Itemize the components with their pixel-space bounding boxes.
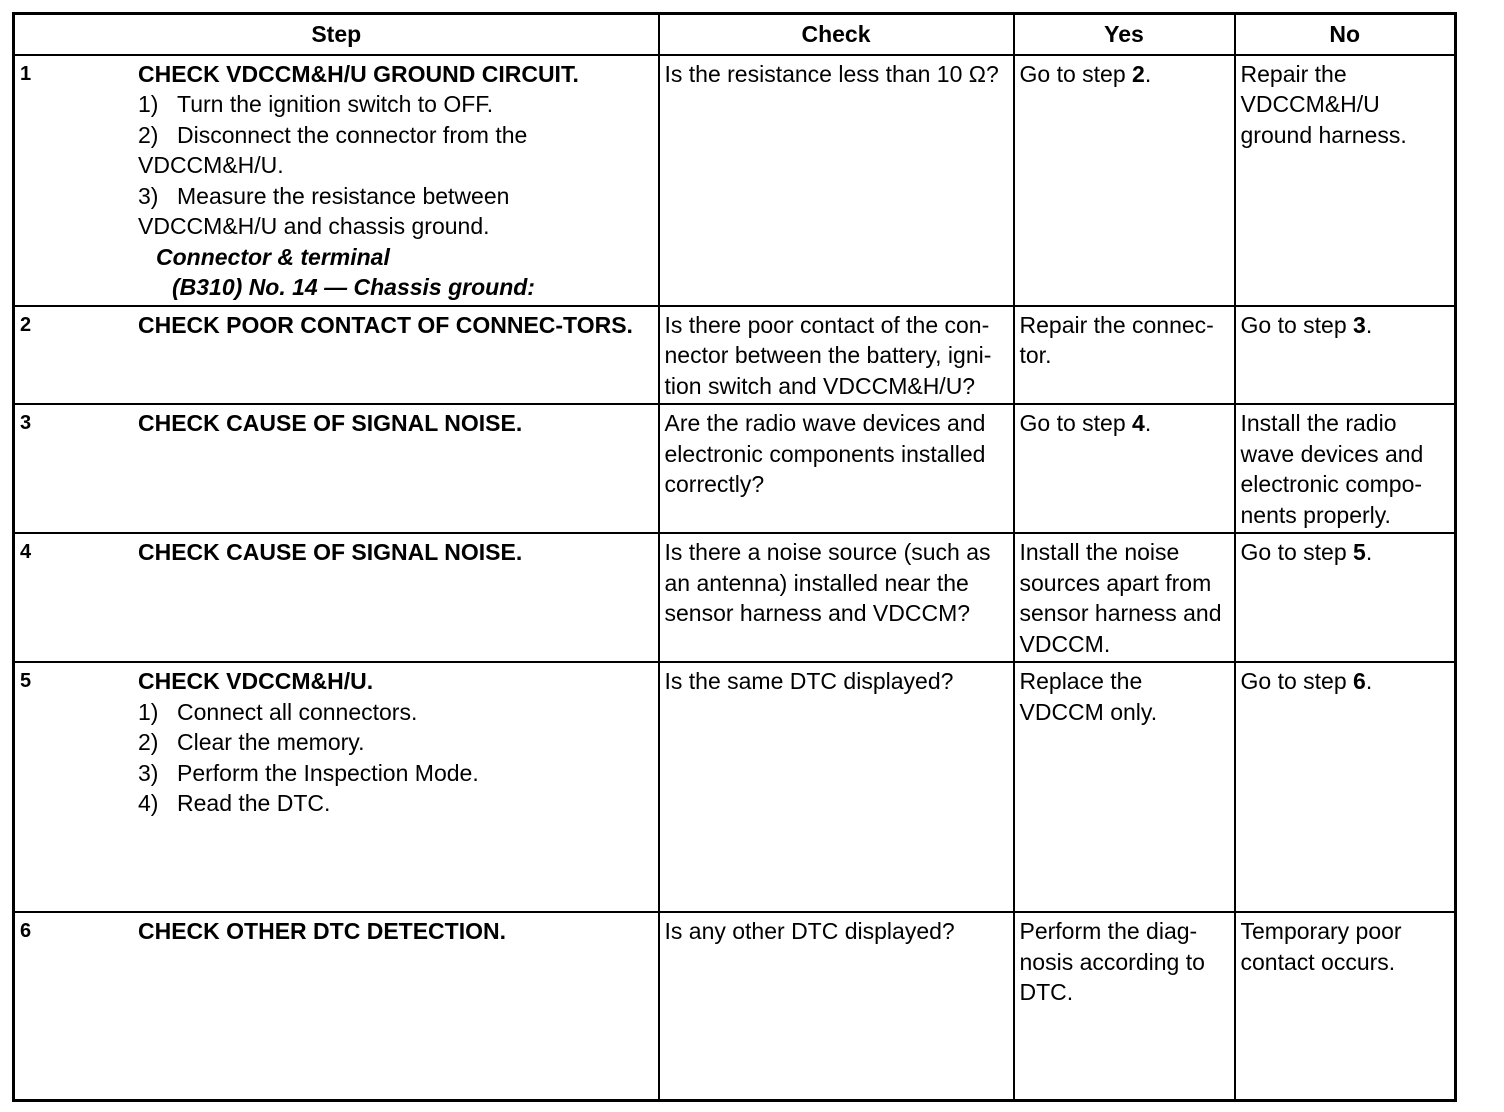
connector-value: (B310) No. 14 — Chassis ground:: [172, 274, 535, 300]
substep: 1) Connect all connectors.: [138, 698, 418, 725]
step-cell: [14, 662, 659, 912]
header-row: [14, 14, 1456, 55]
check-cell: Is there poor contact of the con-nector between the battery, igni-tion switch and VDCCM&H/U?: [659, 306, 1014, 405]
yes-cell: Perform the diag-nosis according to DTC.: [1014, 912, 1235, 1100]
check-cell: Is there a noise source (such as an antenna) installed near the sensor harness and VDCCM?: [659, 533, 1014, 662]
no-cell: Repair the VDCCM&H/U ground harness.: [1235, 55, 1456, 306]
step-number: 6: [20, 920, 32, 942]
no-cell: Go to step 5.: [1235, 533, 1456, 662]
step-title: CHECK VDCCM&H/U.: [138, 668, 374, 694]
table-row: [14, 404, 1456, 533]
step-title: CHECK POOR CONTACT OF CONNEC-TORS.: [138, 311, 633, 338]
yes-cell: Go to step 4.: [1014, 404, 1235, 533]
no-cell: Go to step 6.: [1235, 662, 1456, 912]
substep: 2) Clear the memory.: [138, 729, 365, 755]
check-cell: Is any other DTC displayed?: [659, 912, 1014, 1100]
substep: 4) Read the DTC.: [138, 790, 331, 816]
step-title: CHECK CAUSE OF SIGNAL NOISE.: [138, 410, 523, 436]
no-cell: Install the radio wave devices and electronic compo-nents properly.: [1235, 404, 1456, 533]
step-ref: 3: [1353, 311, 1366, 338]
step-cell: [14, 912, 659, 1100]
step-title: CHECK VDCCM&H/U GROUND CIRCUIT.: [138, 60, 579, 87]
connector-label: Connector & terminal: [156, 243, 390, 270]
step-title: CHECK CAUSE OF SIGNAL NOISE.: [138, 539, 523, 565]
diagnostic-table: [12, 12, 1457, 1102]
no-cell: Temporary poor contact occurs.: [1235, 912, 1456, 1100]
check-cell: Is the resistance less than 10 Ω?: [659, 55, 1014, 306]
step-cell: [14, 533, 659, 662]
no-cell: Go to step 3.: [1235, 306, 1456, 405]
step-cell: [14, 404, 659, 533]
table-row: [14, 912, 1456, 1100]
check-cell: Is the same DTC displayed?: [659, 662, 1014, 912]
table-row: [14, 533, 1456, 662]
substep: 3) Perform the Inspection Mode.: [138, 759, 479, 786]
table-row: [14, 662, 1456, 912]
table-row: [14, 306, 1456, 405]
step-number: 3: [20, 412, 32, 434]
header-step: Step: [14, 14, 659, 55]
step-title: CHECK OTHER DTC DETECTION.: [138, 918, 506, 944]
table-row: [14, 55, 1456, 306]
step-ref: 2: [1132, 60, 1145, 87]
step-number: 5: [20, 670, 32, 692]
yes-cell: Repair the connec-tor.: [1014, 306, 1235, 405]
step-cell: [14, 55, 659, 306]
step-cell: [14, 306, 659, 405]
step-ref: 6: [1353, 668, 1366, 694]
step-ref: 4: [1132, 410, 1145, 436]
substep: 1) Turn the ignition switch to OFF.: [138, 91, 494, 117]
yes-cell: Replace the VDCCM only.: [1014, 662, 1235, 912]
header-yes: Yes: [1014, 14, 1235, 55]
check-cell: Are the radio wave devices and electronic components installed correctly?: [659, 404, 1014, 533]
yes-cell: Install the noise sources apart from sensor harness and VDCCM.: [1014, 533, 1235, 662]
header-check: Check: [659, 14, 1014, 55]
header-no: No: [1235, 14, 1456, 55]
substep: 2) Disconnect the connector from the VDCCM&H/U.: [138, 121, 528, 178]
substep: 3) Measure the resistance between VDCCM&H/U and chassis ground.: [138, 182, 510, 239]
yes-cell: Go to step 2.: [1014, 55, 1235, 306]
step-number: 2: [20, 313, 32, 336]
step-number: 1: [20, 62, 32, 85]
step-number: 4: [20, 541, 32, 563]
step-ref: 5: [1353, 539, 1366, 565]
